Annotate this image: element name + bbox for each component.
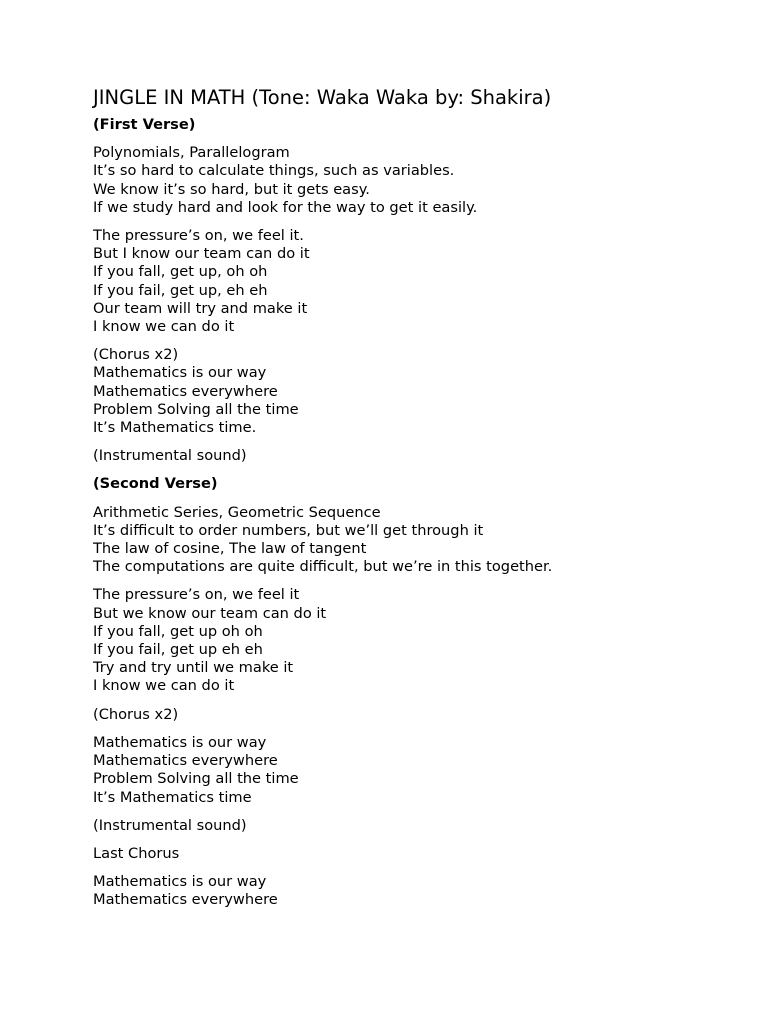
lyric-paragraph [93,873,733,909]
lyric-line: (Instrumental sound) [93,447,247,465]
lyric-line: Problem Solving all the time [93,400,299,418]
lyric-paragraph [93,144,733,217]
lyric-paragraph [93,734,733,807]
lyric-line: (Chorus x2) [93,346,179,364]
lyric-line: It’s difficult to order numbers, but we’ll get through it [93,521,484,539]
lyric-line: (Chorus x2) [93,705,179,723]
lyric-paragraph [93,346,733,437]
lyric-line: It’s Mathematics time. [93,419,257,437]
lyric-line: The pressure’s on, we feel it. [93,227,304,245]
lyrics-body [93,116,733,910]
section-heading-text: (Second Verse) [93,475,218,493]
lyric-paragraph [93,447,733,465]
lyric-line: The pressure’s on, we feel it [93,586,300,604]
lyric-line: I know we can do it [93,677,235,695]
lyric-paragraph [93,817,733,835]
lyric-line: The computations are quite difficult, but we’re in this together. [93,558,553,576]
lyric-line: If you fall, get up, oh oh [93,263,268,281]
lyric-line: But I know our team can do it [93,245,310,263]
lyric-line: Arithmetic Series, Geometric Sequence [93,503,381,521]
lyric-paragraph [93,586,733,695]
section-heading [93,116,733,134]
lyric-line: It’s Mathematics time [93,788,252,806]
lyric-line: Mathematics is our way [93,873,267,891]
lyric-paragraph [93,227,733,336]
lyric-line: Mathematics is our way [93,364,267,382]
lyric-line: If we study hard and look for the way to get it easily. [93,198,478,216]
lyric-line: Mathematics everywhere [93,752,278,770]
lyric-line: If you fail, get up, eh eh [93,281,268,299]
lyric-line: Problem Solving all the time [93,770,299,788]
lyric-paragraph [93,706,733,724]
lyric-line: I know we can do it [93,318,235,336]
lyric-line: Mathematics everywhere [93,382,278,400]
lyric-line: But we know our team can do it [93,604,327,622]
lyric-paragraph [93,504,733,577]
lyric-line: (Instrumental sound) [93,816,247,834]
lyric-line: If you fall, get up oh oh [93,622,263,640]
document-page [93,84,733,920]
lyric-line: Mathematics everywhere [93,891,278,909]
lyric-line: Mathematics is our way [93,733,267,751]
lyric-line: If you fail, get up eh eh [93,641,263,659]
lyric-line: Try and try until we make it [93,659,294,677]
lyric-line: Polynomials, Parallelogram [93,144,290,162]
section-heading [93,475,733,493]
lyric-paragraph [93,845,733,863]
section-heading-text: (First Verse) [93,116,196,133]
lyric-line: We know it’s so hard, but it gets easy. [93,180,370,198]
lyric-line: Our team will try and make it [93,299,308,317]
lyric-line: Last Chorus [93,844,180,862]
document-title: JINGLE IN MATH (Tone: Waka Waka by: Shakira) [93,86,552,109]
lyric-line: The law of cosine, The law of tangent [93,540,367,558]
lyric-line: It’s so hard to calculate things, such as variables. [93,162,455,180]
